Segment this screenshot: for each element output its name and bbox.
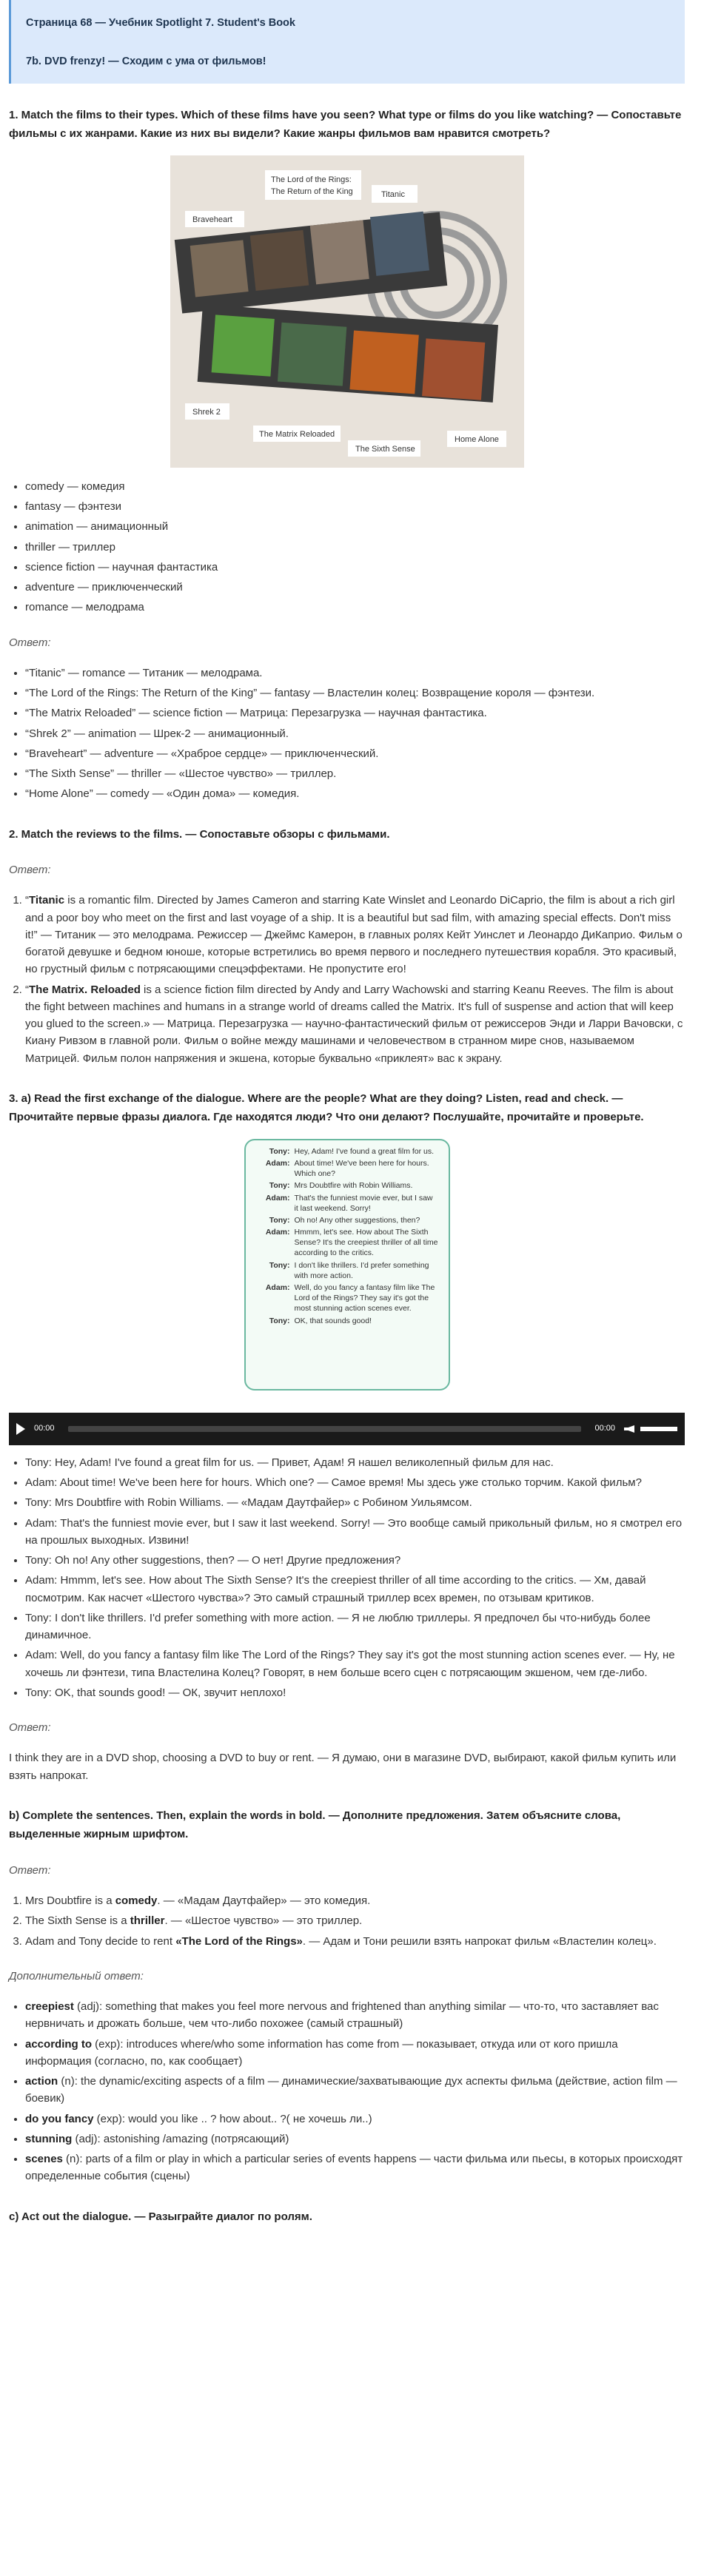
list-item: • “The Matrix Reloaded” — science fiction — Матрица: Перезагрузка — научная фантастика. <box>25 704 685 722</box>
list-item: • Tony: Hey, Adam! I've found a great film for us. — Привет, Адам! Я нашел великолепный фильм для нас. <box>25 1454 685 1471</box>
list-item: • romance — мелодрама <box>25 599 685 616</box>
list-item: • creepiest (adj): something that makes you feel more nervous and frightened than anything similar — что-то, что заставляет вас нервничать и дрожать больше, чем что-либо похожее (самый страшный) <box>25 1998 685 2033</box>
dialog-row: Tony: Hey, Adam! I've found a great film for us. <box>269 1146 435 1156</box>
dialog-row: Adam: About time! We've been here for hours. Which one? <box>265 1159 429 1179</box>
sentences-list <box>9 1892 685 1950</box>
vocab-list <box>9 1998 685 2185</box>
audio-progress-bar[interactable] <box>68 1426 582 1432</box>
list-item: • Adam: Hmmm, let's see. How about The Sixth Sense? It's the creepiest thriller of all time according to the critics. — Хм, давай посмотрим. Как насчет «Шестого чувства»? Это самый страшный триллер всех времен, по отзывам критиков. <box>25 1572 685 1607</box>
list-item: • adventure — приключенческий <box>25 579 685 596</box>
answer-text: I think they are in a DVD shop, choosing a DVD to buy or rent. — Я думаю, они в магазине DVD, выбирают, какой фильм купить или взять напрокат. <box>9 1752 677 1782</box>
list-item: • Tony: Oh no! Any other suggestions, then? — О нет! Другие предложения? <box>25 1552 685 1569</box>
list-item: • Tony: I don't like thrillers. I'd prefer something with more action. — Я не люблю триллеры. Я предпочел бы что-нибудь более динамичное. <box>25 1610 685 1644</box>
list-item: • according to (exp): introduces where/who some information has come from — показывает, откуда или от кого пришла информация (согласно, по, как сообщает) <box>25 2036 685 2071</box>
volume-icon[interactable] <box>624 1425 634 1433</box>
reviews-list <box>9 892 685 1067</box>
list-item: • “Braveheart” — adventure — «Храброе сердце» — приключенческий. <box>25 745 685 762</box>
list-item: • Adam: That's the funniest movie ever, but I saw it last weekend. Sorry! — Это вообще самый прикольный фильм, но я смотрел его на прошлых выходных. Извини! <box>25 1515 685 1550</box>
film-label-sixth-sense: The Sixth Sense <box>355 444 415 454</box>
list-item: • comedy — комедия <box>25 478 685 495</box>
list-item: • Tony: OK, that sounds good! — ОК, звучит неплохо! <box>25 1684 685 1701</box>
film-label-matrix: The Matrix Reloaded <box>258 429 335 439</box>
film-name: Titanic <box>29 894 65 907</box>
play-icon[interactable] <box>16 1423 25 1435</box>
film-label-titanic: Titanic <box>381 189 405 199</box>
audio-player <box>9 1413 685 1445</box>
film-label-braveheart: Braveheart <box>192 215 232 224</box>
list-item: 1. “Titanic is a romantic film. Directed by James Cameron and starring Kate Winslet and Leonardo DiCaprio, the film is about a rich girl and a poor boy who meet on the first and last voyage of a ship. It is a beautiful but sad film, with amazing special effects. Don't miss it!” — Титаник — это мелодрама. Режиссер — Джеймс Камерон, в главных ролях Кейт Уинслет и Леонардо ДиКаприо. Фильм о богатой девушке и бедном юноше, которые встретились во время первого и последнего путешествия корабля. Это красивый, но грустный фильм с потрясающими спецэффектами. Не пропустите его! <box>25 892 685 978</box>
list-item: • scenes (n): parts of a film or play in which a particular series of events happens — части фильма или пьесы, в которых происходят определенные события (сцены) <box>25 2150 685 2185</box>
list-item: • Tony: Mrs Doubtfire with Robin Williams. — «Мадам Даутфайер» с Робином Уильямсом. <box>25 1494 685 1511</box>
answer-label: Ответ: <box>9 636 51 649</box>
film-label-home-alone: Home Alone <box>454 434 499 444</box>
list-item: • thriller — триллер <box>25 539 685 556</box>
audio-duration: 00:00 <box>594 1424 615 1433</box>
list-item: • “The Lord of the Rings: The Return of the King” — fantasy — Властелин колец: Возвращение короля — фэнтези. <box>25 685 685 702</box>
exercise-3a-title: 3. a) Read the first exchange of the dialogue. Where are the people? What are they doing? Listen, read and check. — Прочитайте первые фразы диалога. Где находятся люди? Что они делают? Послушайте, прочитайте и проверьте. <box>9 1092 644 1124</box>
lesson-title: 7b. DVD frenzy! — Сходим с ума от фильмов! <box>26 56 266 68</box>
list-item: • stunning (adj): astonishing /amazing (потрясающий) <box>25 2131 685 2148</box>
answers-list <box>9 665 685 803</box>
dialogue-lines-list <box>9 1454 685 1701</box>
list-item: • “Home Alone” — comedy — «Один дома» — комедия. <box>25 785 685 802</box>
list-item: • Adam: About time! We've been here for hours. Which one? — Самое время! Мы здесь уже столько торчим. Какой фильм? <box>25 1474 685 1491</box>
list-item: 2. “The Matrix. Reloaded is a science fiction film directed by Andy and Larry Wachowski and starring Keanu Reeves. The film is about the fight between machines and humans in a strange world of dreams called the Matrix. It's full of suspense and action that will keep you glued to the screen.» — Матрица. Перезагрузка — научно-фантастический фильм от режиссеров Энди и Ларри Вачовски, с Киану Ривзом в главной роли. Фильм о войне между машинами и человечеством в странном мире снов, называемом Матрицей. Фильм полон напряжения и экшена, которые буквально «приклеят» вас к экрану. <box>25 981 685 1067</box>
dialog-row: Tony: Mrs Doubtfire with Robin Williams. <box>269 1181 413 1191</box>
list-item: • “Titanic” — romance — Титаник — мелодрама. <box>25 665 685 682</box>
list-item: • “Shrek 2” — animation — Шрек-2 — анимационный. <box>25 725 685 742</box>
list-item: • action (n): the dynamic/exciting aspects of a film — динамические/захватывающие дух аспекты фильма (действие, action film — боевик) <box>25 2073 685 2108</box>
list-item: • “The Sixth Sense” — thriller — «Шестое чувство» — триллер. <box>25 765 685 782</box>
genres-list <box>9 478 685 616</box>
volume-slider[interactable] <box>640 1427 677 1431</box>
list-item: • Adam: Well, do you fancy a fantasy film like The Lord of the Rings? They say it's got the most stunning action scenes ever. — Ну, не хочешь ли фэнтези, типа Властелина Колец? Говорят, в нем больше всего сцен с потрясающим экшеном, чем где-либо. <box>25 1647 685 1681</box>
film-reel-image <box>170 155 524 468</box>
exercise-2-title: 2. Match the reviews to the films. — Сопоставьте обзоры с фильмами. <box>9 827 390 841</box>
extra-answer-label: Дополнительный ответ: <box>9 1969 144 1983</box>
svg-text:The Return of the King: The Return of the King <box>270 186 353 196</box>
answer-label: Ответ: <box>9 1863 51 1877</box>
audio-current-time: 00:00 <box>34 1424 55 1433</box>
dialog-row: Adam: That's the funniest movie ever, but I saw it last weekend. Sorry! <box>265 1193 433 1213</box>
page-header <box>9 0 685 84</box>
answer-label: Ответ: <box>9 864 51 877</box>
dialog-row: Tony: Oh no! Any other suggestions, then? <box>269 1215 420 1225</box>
film-label-lotr: The Lord of the Rings: <box>270 175 352 184</box>
dialogue-image <box>244 1139 450 1390</box>
dialog-row: Adam: Well, do you fancy a fantasy film like The Lord of the Rings? They say it's got the most stunning action scenes ever. <box>265 1283 435 1314</box>
exercise-3c-title: c) Act out the dialogue. — Разыграйте диалог по ролям. <box>9 2210 312 2223</box>
dialog-row: Adam: Hmmm, let's see. How about The Sixth Sense? It's the creepiest thriller of all time according to the critics. <box>265 1228 438 1258</box>
list-item: 3. Adam and Tony decide to rent «The Lord of the Rings». — Адам и Тони решили взять напрокат фильм «Властелин колец». <box>25 1933 685 1950</box>
page-title: Страница 68 — Учебник Spotlight 7. Student's Book <box>26 17 295 29</box>
dialog-row: Tony: OK, that sounds good! <box>269 1316 372 1325</box>
list-item: • animation — анимационный <box>25 518 685 535</box>
list-item: • do you fancy (exp): would you like .. ? how about.. ?( не хочешь ли..) <box>25 2111 685 2128</box>
answer-label: Ответ: <box>9 1721 51 1735</box>
dialog-row: Tony: I don't like thrillers. I'd prefer something with more action. <box>269 1260 429 1280</box>
exercise-1-title: 1. Match the films to their types. Which of these films have you seen? What type or films do you like watching? — Сопоставьте фильмы с их жанрами. Какие из них вы видели? Какие жанры фильмов вам нравится смотреть? <box>9 108 682 141</box>
list-item: • science fiction — научная фантастика <box>25 559 685 576</box>
list-item: • fantasy — фэнтези <box>25 498 685 515</box>
list-item: 1. Mrs Doubtfire is a comedy. — «Мадам Даутфайер» — это комедия. <box>25 1892 685 1909</box>
list-item: 2. The Sixth Sense is a thriller. — «Шестое чувство» — это триллер. <box>25 1912 685 1929</box>
film-name: The Matrix. Reloaded <box>29 983 141 996</box>
film-label-shrek2: Shrek 2 <box>192 407 221 417</box>
exercise-3b-title: b) Complete the sentences. Then, explain the words in bold. — Дополните предложения. Затем объясните слова, выделенные жирным шрифтом. <box>9 1809 621 1841</box>
